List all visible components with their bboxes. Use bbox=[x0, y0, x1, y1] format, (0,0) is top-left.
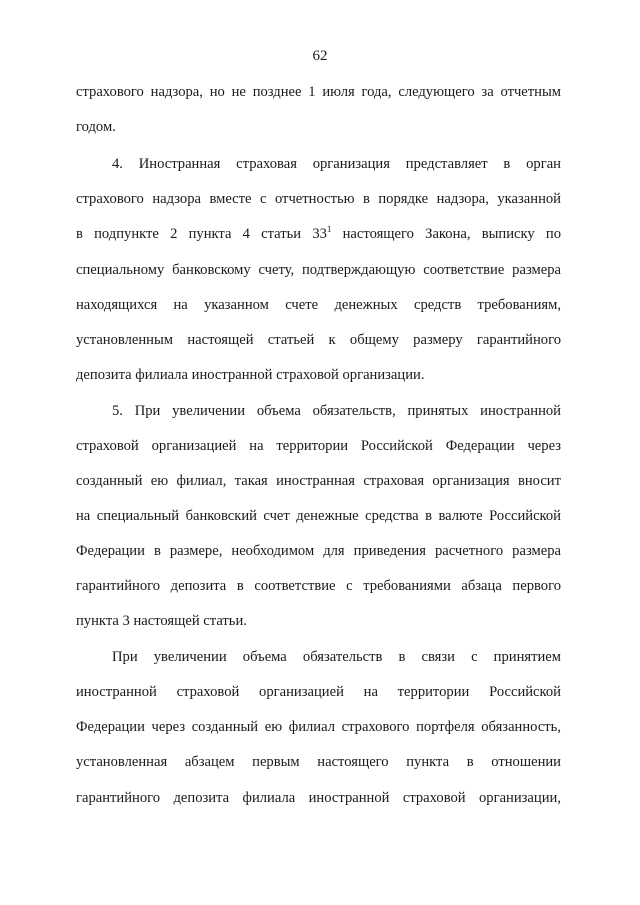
text-segment: в подпункте 2 пункта 4 статьи 33 bbox=[76, 226, 327, 242]
text-line: 5. При увеличении объема обязательств, принятых иностранной bbox=[112, 403, 561, 419]
text-line: страхового надзора вместе с отчетностью в порядке надзора, указанной bbox=[76, 191, 561, 207]
text-line: годом. bbox=[76, 119, 116, 135]
text-line: установленная абзацем первым настоящего пункта в отношении bbox=[76, 754, 561, 770]
text-line: гарантийного депозита в соответствие с требованиями абзаца первого bbox=[76, 578, 561, 594]
text-line: пункта 3 настоящей статьи. bbox=[76, 613, 247, 629]
text-line: Федерации в размере, необходимом для приведения расчетного размера bbox=[76, 543, 561, 559]
text-line: на специальный банковский счет денежные средства в валюте Российской bbox=[76, 508, 561, 524]
text-line: гарантийного депозита филиала иностранной страховой организации, bbox=[76, 790, 561, 806]
text-line-with-superscript bbox=[76, 225, 561, 243]
text-line: депозита филиала иностранной страховой организации. bbox=[76, 367, 425, 383]
text-line: Федерации через созданный ею филиал страхового портфеля обязанность, bbox=[76, 719, 561, 735]
superscript: 1 bbox=[326, 224, 332, 234]
text-line: специальному банковскому счету, подтверждающую соответствие размера bbox=[76, 262, 561, 278]
page-number: 62 bbox=[312, 48, 328, 64]
text-line: 4. Иностранная страховая организация представляет в орган bbox=[112, 156, 561, 172]
text-line: находящихся на указанном счете денежных средств требованиям, bbox=[76, 297, 561, 313]
text-line: иностранной страховой организацией на территории Российской bbox=[76, 684, 561, 700]
text-line: установленным настоящей статьей к общему размеру гарантийного bbox=[76, 332, 561, 348]
text-line: страхового надзора, но не позднее 1 июля года, следующего за отчетным bbox=[76, 84, 561, 100]
text-line: созданный ею филиал, такая иностранная страховая организация вносит bbox=[76, 473, 561, 489]
text-segment: настоящего Закона, выписку по bbox=[331, 226, 562, 242]
text-line: страховой организацией на территории Российской Федерации через bbox=[76, 438, 561, 454]
text-line: При увеличении объема обязательств в связи с принятием bbox=[112, 649, 561, 665]
